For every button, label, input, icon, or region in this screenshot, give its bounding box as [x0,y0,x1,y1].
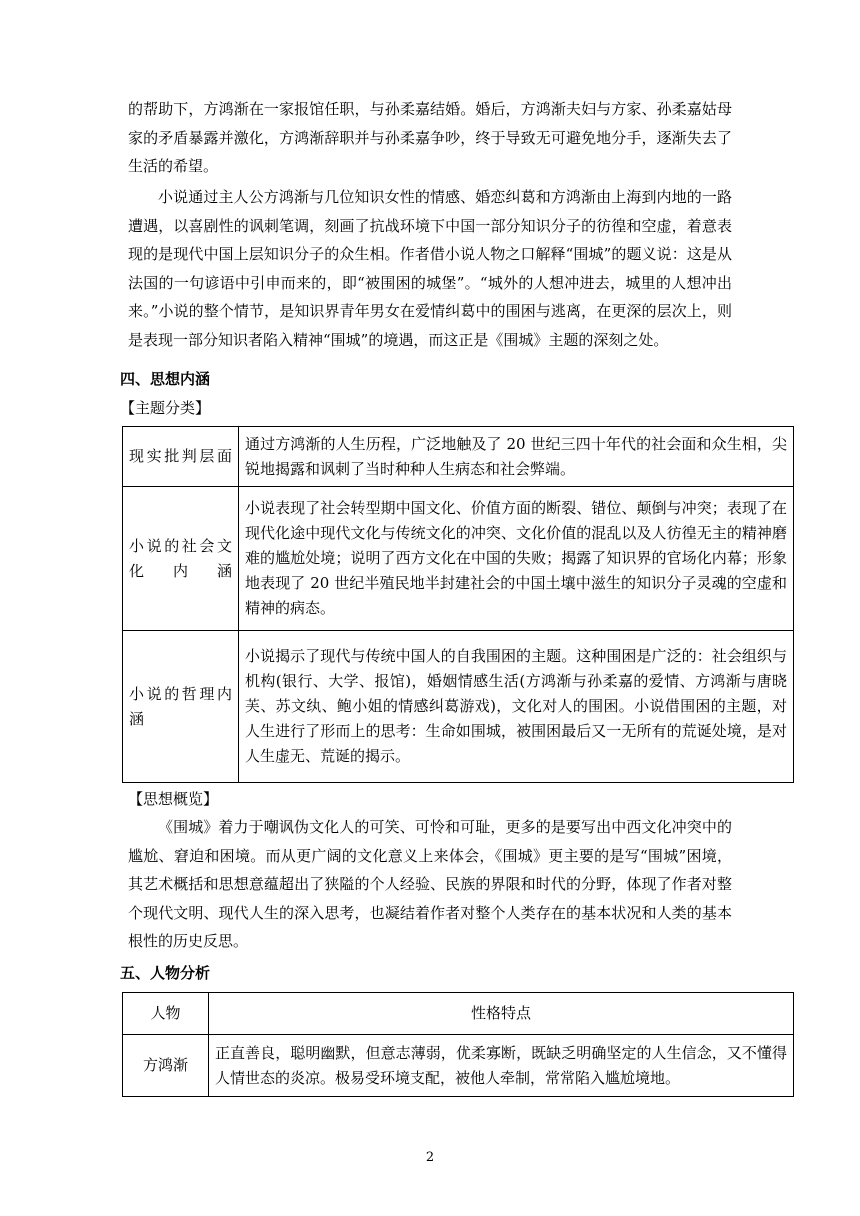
character-table-header [123,993,794,1035]
section-four-heading: 四、思想内涵 [120,370,211,388]
header-traits: 性格特点 [209,993,794,1035]
theme-category: 小说的社会文化内涵 [123,487,239,631]
thought-overview-paragraph: 《围城》着力于嘲讽伪文化人的可笑、可怜和可耻，更多的是要写出中西文化冲突中的尴尬、窘迫和困境。而从更广阔的文化意义上来体会，《围城》更主要的是写“围城”困境，其艺术概括和思想意蕴超出了狭隘的个人经验、民族的界限和时代的分野，体现了作者对整个现代文明、现代人生的深入思考，也凝结着作者对整个人类存在的基本状况和人类的基本根性的历史反思。 [128,818,732,950]
theme-description: 小说揭示了现代与传统中国人的自我围困的主题。这种围困是广泛的：社会组织与机构(银行、大学、报馆)，婚姻情感生活(方鸿渐与孙柔嘉的爱情、方鸿渐与唐晓芙、苏文纨、鲍小姐的情感纠葛游戏)，文化对人的围困。小说借围困的主题，对人生进行了形而上的思考：生命如围城，被围困最后又一无所有的荒诞处境，是对人生虚无、荒诞的揭示。 [239,631,794,783]
intro-paragraph: 的帮助下，方鸿渐在一家报馆任职，与孙柔嘉结婚。婚后，方鸿渐夫妇与方家、孙柔嘉姑母家的矛盾暴露并激化，方鸿渐辞职并与孙柔嘉争吵，终于导致无可避免地分手，逐渐失去了生活的希望。 [128,100,732,175]
page-number: 2 [425,1150,435,1165]
character-name: 方鸿渐 [123,1035,209,1097]
theme-table [122,426,794,783]
summary-paragraph: 小说通过主人公方鸿渐与几位知识女性的情感、婚恋纠葛和方鸿渐由上海到内地的一路遭遇，以喜剧性的讽刺笔调，刻画了抗战环境下中国一部分知识分子的彷徨和空虚，着意表现的是现代中国上层知识分子的众生相。作者借小说人物之口解释“围城”的题义说：这是从法国的一句谚语中引申而来的，即“被围困的城堡”。“城外的人想冲进去，城里的人想冲出来。”小说的整个情节，是知识界青年男女在爱情纠葛中的围困与逃离，在更深的层次上，则是表现一部分知识者陷入精神“围城”的境遇，而这正是《围城》主题的深刻之处。 [128,188,732,349]
section-five-heading: 五、人物分析 [120,964,211,982]
theme-classification-label: 【主题分类】 [120,399,211,417]
theme-row [123,487,794,631]
theme-description: 通过方鸿渐的人生历程，广泛地触及了 20 世纪三四十年代的社会面和众生相，尖锐地揭露和讽刺了当时种种人生病态和社会弊端。 [239,427,794,487]
theme-category: 小说的哲理内涵 [123,631,239,783]
theme-row [123,631,794,783]
character-traits: 正直善良，聪明幽默，但意志薄弱，优柔寡断，既缺乏明确坚定的人生信念，又不懂得人情世态的炎凉。极易受环境支配，被他人牵制，常常陷入尴尬境地。 [209,1035,794,1097]
thought-overview-label: 【思想概览】 [128,790,219,808]
theme-description: 小说表现了社会转型期中国文化、价值方面的断裂、错位、颠倒与冲突；表现了在现代化途中现代文化与传统文化的冲突、文化价值的混乱以及人彷徨无主的精神磨难的尴尬处境；说明了西方文化在中国的失败；揭露了知识界的官场化内幕；形象地表现了 20 世纪半殖民地半封建社会的中国土壤中滋生的知识分子灵魂的空虚和精神的病态。 [239,487,794,631]
character-table [122,992,794,1097]
theme-row [123,427,794,487]
header-character: 人物 [123,993,209,1035]
theme-category: 现实批判层面 [123,427,239,487]
character-row [123,1035,794,1097]
